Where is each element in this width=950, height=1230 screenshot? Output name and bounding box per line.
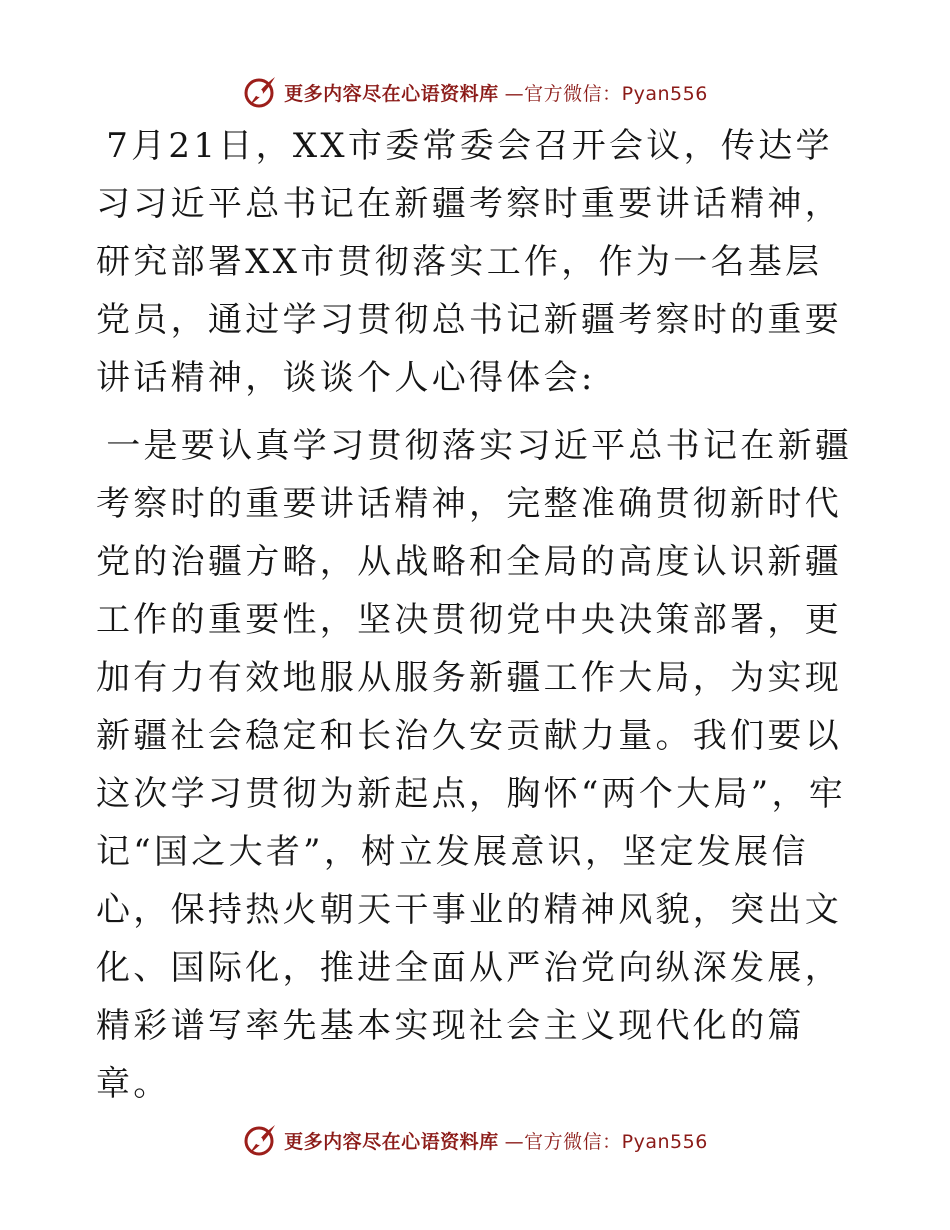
header-watermark-banner <box>0 70 950 114</box>
paragraph-intro: 7月21日，XX市委常委会召开会议，传达学习习近平总书记在新疆考察时重要讲话精神，研究部署XX市贯彻落实工作，作为一名基层党员，通过学习贯彻总书记新疆考察时的重要讲话精神，谈谈个人心得体会: <box>96 126 842 398</box>
quill-pen-circle-icon <box>242 1122 278 1158</box>
document-body <box>96 117 856 1123</box>
footer-watermark-banner <box>0 1118 950 1162</box>
header-promo-text: 更多内容尽在心语资料库 <box>284 82 499 105</box>
footer-wechat-text: —官方微信：Pyan556 <box>504 1130 708 1153</box>
footer-promo-text: 更多内容尽在心语资料库 <box>284 1130 499 1153</box>
quill-pen-circle-icon <box>242 74 278 110</box>
header-wechat-text: —官方微信：Pyan556 <box>504 82 708 105</box>
paragraph-point-one: 一是要认真学习贯彻落实习近平总书记在新疆考察时的重要讲话精神，完整准确贯彻新时代党的治疆方略，从战略和全局的高度认识新疆工作的重要性，坚决贯彻党中央决策部署，更加有力有效地服从服务新疆工作大局，为实现新疆社会稳定和长治久安贡献力量。我们要以这次学习贯彻为新起点，胸怀“两个大局”，牢记“国之大者”，树立发展意识，坚定发展信心，保持热火朝天干事业的精神风貌，突出文化、国际化，推进全面从严治党向纵深发展，精彩谱写率先基本实现社会主义现代化的篇章。 <box>96 426 853 1104</box>
